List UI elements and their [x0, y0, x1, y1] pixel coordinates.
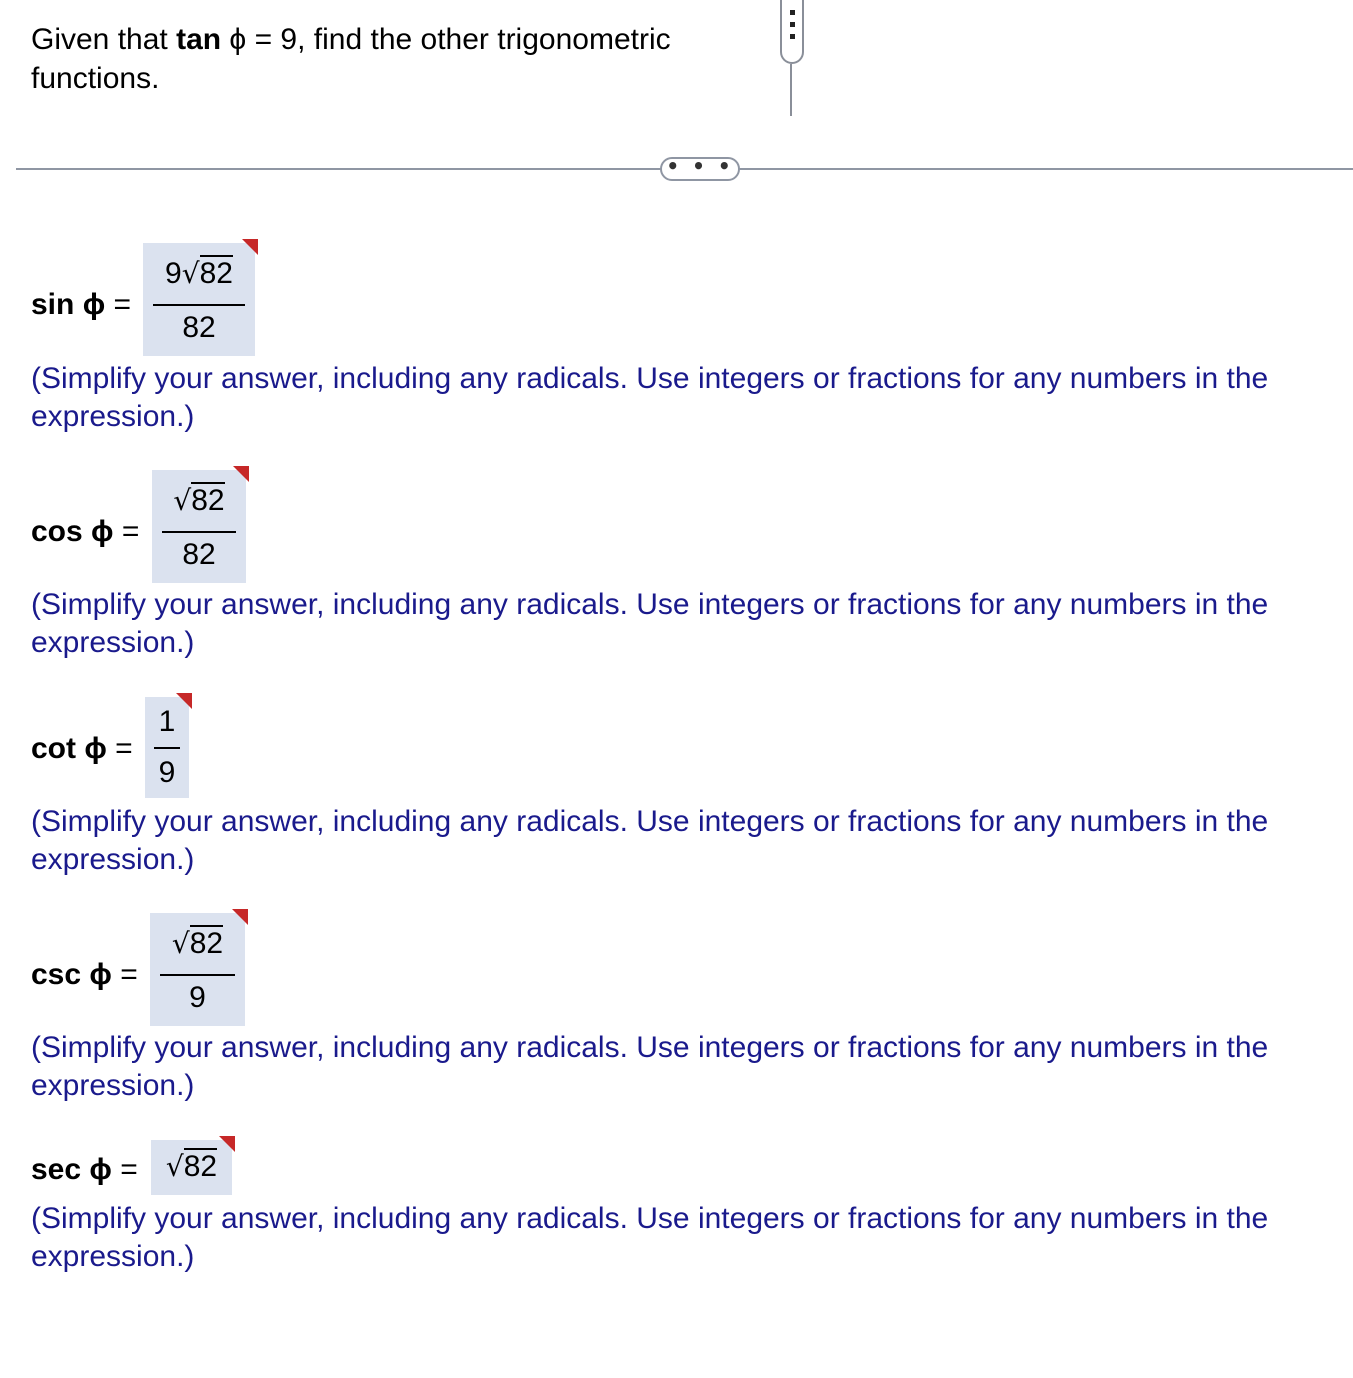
cot-label: cot ϕ =	[31, 732, 133, 765]
fraction-bar	[153, 304, 245, 306]
cot-numerator: 1	[158, 705, 176, 738]
cos-hint: (Simplify your answer, including any radicals. Use integers or fractions for any numbers in the expression.)	[31, 588, 1269, 659]
handle-dot	[790, 34, 795, 39]
sin-hint: (Simplify your answer, including any radicals. Use integers or fractions for any numbers in the expression.)	[31, 362, 1269, 433]
sin-denominator: 82	[182, 311, 216, 344]
fraction-bar	[160, 974, 235, 976]
cos-answer-box[interactable]	[152, 470, 246, 583]
flag-icon	[242, 239, 258, 255]
cos-numerator: √82	[173, 484, 225, 517]
handle-stem	[790, 64, 792, 116]
question-text	[31, 20, 751, 98]
sec-hint: (Simplify your answer, including any radicals. Use integers or fractions for any numbers in the expression.)	[31, 1202, 1269, 1273]
more-options-button[interactable]	[660, 154, 740, 181]
panel-drag-handle[interactable]	[780, 0, 804, 64]
flag-icon	[232, 909, 248, 925]
sec-value: √82	[165, 1150, 218, 1183]
cos-denominator: 82	[182, 538, 216, 571]
csc-answer-box[interactable]	[150, 913, 245, 1026]
sec-answer-box[interactable]	[151, 1140, 232, 1195]
sec-label: sec ϕ =	[31, 1153, 138, 1186]
flag-icon	[233, 466, 249, 482]
handle-dot	[790, 10, 795, 15]
question-rest: = 9, find the other trigonometric functions.	[31, 23, 671, 95]
more-options-label: • • •	[666, 154, 734, 178]
cot-denominator: 9	[158, 756, 176, 789]
question-prefix: Given that	[31, 23, 177, 56]
question-func: tan	[176, 23, 222, 56]
csc-denominator: 9	[189, 981, 206, 1014]
csc-numerator: √82	[171, 927, 224, 960]
cot-answer-box[interactable]	[145, 697, 189, 798]
csc-label: csc ϕ =	[31, 958, 138, 991]
handle-dot	[790, 22, 795, 27]
fraction-bar	[162, 531, 236, 533]
sin-answer-box[interactable]	[143, 243, 255, 356]
cot-hint: (Simplify your answer, including any radicals. Use integers or fractions for any numbers in the expression.)	[31, 805, 1269, 876]
cos-label: cos ϕ =	[31, 515, 140, 548]
sin-label: sin ϕ =	[31, 288, 132, 321]
phi-symbol: ϕ	[229, 23, 247, 56]
csc-hint: (Simplify your answer, including any radicals. Use integers or fractions for any numbers in the expression.)	[31, 1031, 1269, 1102]
sin-numerator: 9√82	[165, 257, 233, 290]
fraction-bar	[154, 747, 180, 749]
